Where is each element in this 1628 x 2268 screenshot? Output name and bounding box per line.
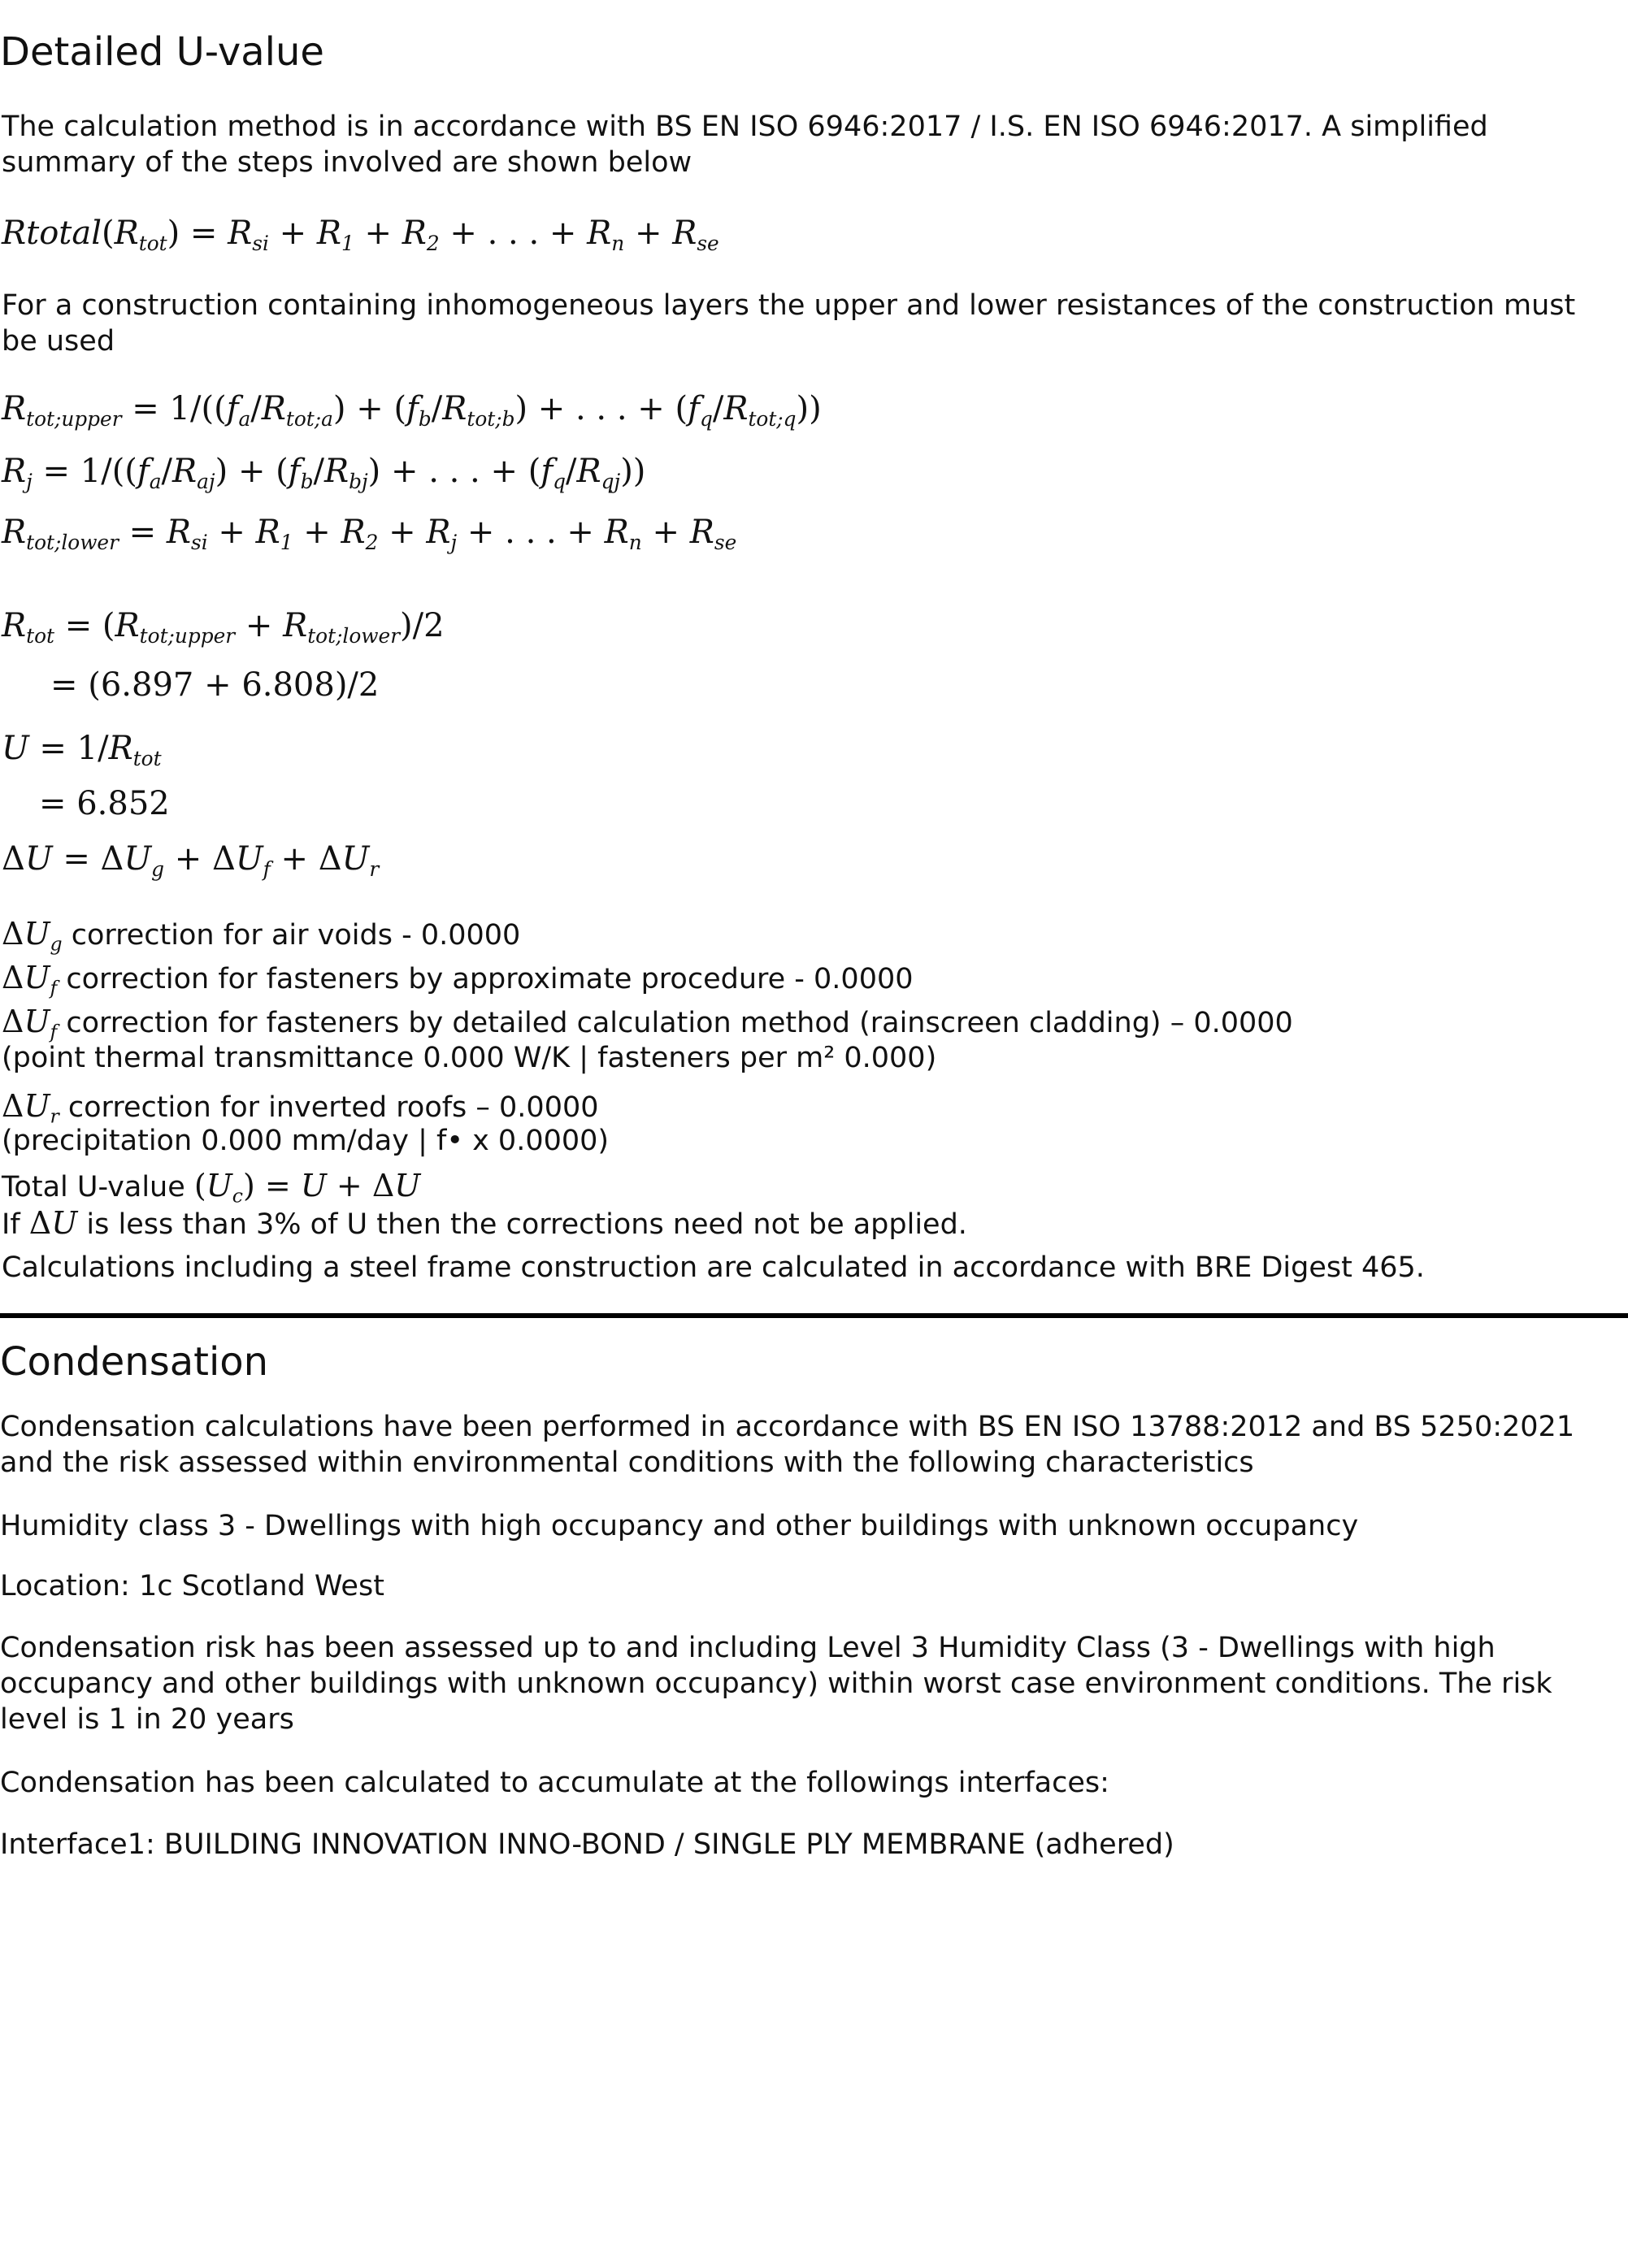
formula-u-value: = 6.852: [39, 785, 170, 822]
location: Location: 1c Scotland West: [0, 1570, 384, 1602]
steel-frame-note: Calculations including a steel frame construction are calculated in accordance with BRE Digest 465.: [2, 1251, 1425, 1284]
u-value: 6.852: [76, 785, 170, 822]
correction-inverted-roofs: $\Delta U_r$ correction for inverted roofs – 0.0000: [2, 1088, 599, 1128]
condensation-accumulate: Condensation has been calculated to accumulate at the followings interfaces:: [0, 1767, 1109, 1799]
correction-fasteners-approx: $\Delta U_f$ correction for fasteners by approximate procedure - 0.0000: [2, 960, 914, 1000]
formula-r-lower: $R_{tot;lower} = R_{si} + R_1 + R_2 + R_j$ + . . . + $R_n + R_{se}$: [2, 514, 737, 554]
condensation-heading: Condensation: [0, 1339, 269, 1385]
r-upper-value: 6.897: [100, 666, 194, 704]
formula-r-upper: $R_{tot;upper} = 1/((f_a/R_{tot;a}) + (f_b/R_{tot;b})$ + . . . + $(f_q/R_{tot;q})$): [2, 390, 822, 431]
humidity-class: Humidity class 3 - Dwellings with high occupancy and other buildings with unknown occupancy: [0, 1510, 1359, 1542]
condensation-risk: Condensation risk has been assessed up to and including Level 3 Humidity Class (3 - Dwellings with high occupancy and other buildings with unknown occupancy) within worst case environment conditions. The risk level is 1 in 20 years: [0, 1632, 1552, 1736]
inverted-roofs-detail-line: (precipitation 0.000 mm/day | f• x 0.0000): [2, 1125, 610, 1157]
interface-1: Interface1: BUILDING INNOVATION INNO-BOND / SINGLE PLY MEMBRANE (adhered): [0, 1828, 1174, 1861]
formula-delta-u: $\Delta U = \Delta U_g + \Delta U_f + \Delta U_r$: [2, 840, 380, 881]
formula-u: $U = 1/R_{tot}$: [2, 730, 162, 770]
uvalue-intro: The calculation method is in accordance with BS EN ISO 6946:2017 / I.S. EN ISO 6946:2017. A simplified summary of the steps involved are shown below: [2, 111, 1488, 179]
section-divider: [0, 1313, 1628, 1318]
correction-fasteners-detailed: $\Delta U_f$ correction for fasteners by detailed calculation method (rainscreen cladding) – 0.0000: [2, 1004, 1293, 1043]
formula-rj: $R_j = 1/((f_a/R_{aj}) + (f_b/R_{bj})$ + . . . + $(f_q/R_{qj})$): [2, 453, 646, 493]
condensation-intro: Condensation calculations have been performed in accordance with BS EN ISO 13788:2012 and BS 5250:2021 and the risk assessed within environmental conditions with the following characteristics: [0, 1411, 1575, 1479]
uvalue-heading: Detailed U-value: [0, 29, 324, 75]
r-lower-value: 6.808: [241, 666, 335, 704]
fasteners-detail-line: (point thermal transmittance 0.000 W/K | fasteners per m² 0.000): [2, 1042, 937, 1074]
formula-rtot-average: $R_{tot} = (R_{tot;upper} + R_{tot;lower})/2$: [2, 607, 445, 648]
correction-air-voids: $\Delta U_g$ correction for air voids - 0.0000: [2, 916, 521, 956]
inhomogeneous-note: For a construction containing inhomogeneous layers the upper and lower resistances of the construction must be used: [2, 289, 1576, 358]
formula-rtotal: $Rtotal(R_{tot}) = R_{si} + R_1 + R_2$ + . . . + $R_n + R_{se}$: [2, 215, 719, 255]
formula-rtot-values: = (6.897 + 6.808)/2: [50, 666, 380, 704]
total-u-value-line: Total U-value $(U_c) = U + \Delta U$: [2, 1168, 421, 1208]
correction-threshold-note: If ΔU is less than 3% of U then the corrections need not be applied.: [2, 1205, 967, 1241]
